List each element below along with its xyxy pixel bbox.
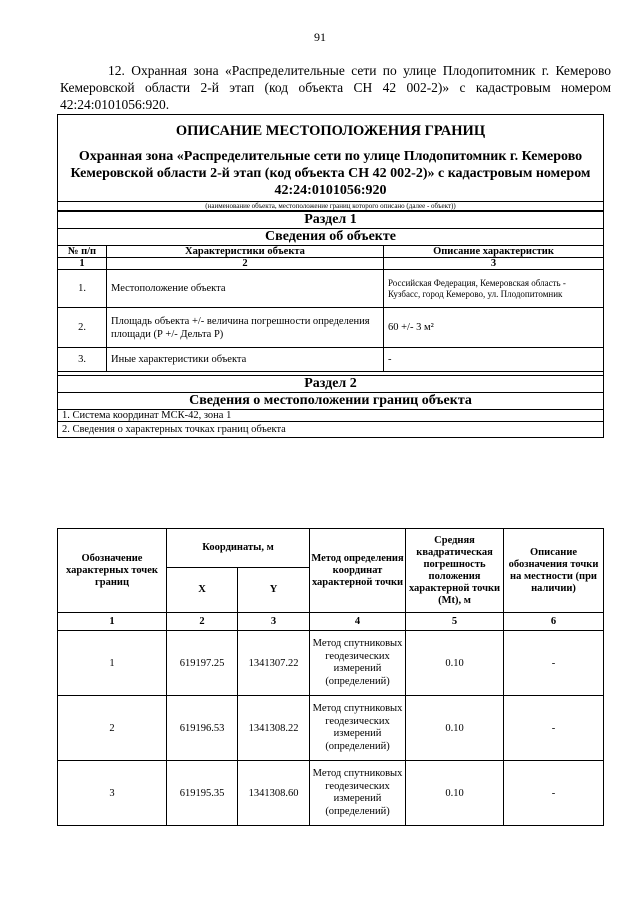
- col-header-x: X: [167, 568, 238, 613]
- point-id: 1: [58, 631, 167, 696]
- point-x: 619196.53: [167, 696, 238, 761]
- col-header-method: Метод определения координат характерной точки: [310, 529, 406, 613]
- col-number: 3: [384, 258, 604, 270]
- point-id: 2: [58, 696, 167, 761]
- row-value: Российская Федерация, Кемеровская область - Кузбасс, город Кемерово, ул. Плодопитомник: [384, 270, 604, 308]
- point-y: 1341308.60: [238, 761, 310, 826]
- table-row: [58, 761, 604, 826]
- table-row: [58, 348, 604, 372]
- row-num: 2.: [58, 308, 107, 348]
- col-number: 5: [406, 613, 504, 631]
- page-number: 91: [314, 30, 326, 44]
- point-description: -: [504, 696, 604, 761]
- row-name: Площадь объекта +/- величина погрешности определения площади (Р +/- Дельта Р): [107, 308, 384, 348]
- document-title: ОПИСАНИЕ МЕСТОПОЛОЖЕНИЯ ГРАНИЦ: [58, 115, 604, 141]
- intro-text: 12. Охранная зона «Распределительные сети по улице Плодопитомник г. Кемерово Кемеровской области 2-й этап (код объекта СН 42 002-2)» с кадастровым номером 42:24:0101056:920.: [60, 63, 611, 112]
- section2-title: Раздел 2: [58, 376, 604, 393]
- point-x: 619195.35: [167, 761, 238, 826]
- table-row: [58, 696, 604, 761]
- point-id: 3: [58, 761, 167, 826]
- section1-subtitle: Сведения об объекте: [58, 229, 604, 246]
- points-caption: 2. Сведения о характерных точках границ объекта: [58, 422, 604, 438]
- row-num: 1.: [58, 270, 107, 308]
- col-header-characteristic: Характеристики объекта: [107, 246, 384, 258]
- point-description: -: [504, 761, 604, 826]
- row-value: -: [384, 348, 604, 372]
- table-row: [58, 631, 604, 696]
- col-header-error: Средняя квадратическая погрешность положения характерной точки (Mt), м: [406, 529, 504, 613]
- col-number: 2: [167, 613, 238, 631]
- point-method: Метод спутниковых геодезических измерений (определений): [310, 631, 406, 696]
- point-y: 1341308.22: [238, 696, 310, 761]
- point-x: 619197.25: [167, 631, 238, 696]
- point-error: 0.10: [406, 761, 504, 826]
- boundary-description-table: [57, 114, 604, 438]
- point-method: Метод спутниковых геодезических измерений (определений): [310, 761, 406, 826]
- point-description: -: [504, 631, 604, 696]
- col-number: 2: [107, 258, 384, 270]
- col-header-num: № п/п: [58, 246, 107, 258]
- point-error: 0.10: [406, 631, 504, 696]
- section1-title: Раздел 1: [58, 212, 604, 229]
- row-value: 60 +/- 3 м²: [384, 308, 604, 348]
- col-number: 1: [58, 613, 167, 631]
- col-header-coordinates: Координаты, м: [167, 529, 310, 568]
- section2-subtitle: Сведения о местоположении границ объекта: [58, 393, 604, 410]
- boundary-points-table: [57, 528, 604, 826]
- col-header-point-description: Описание обозначения точки на местности (при наличии): [504, 529, 604, 613]
- col-number: 6: [504, 613, 604, 631]
- point-method: Метод спутниковых геодезических измерений (определений): [310, 696, 406, 761]
- object-name: Охранная зона «Распределительные сети по улице Плодопитомник г. Кемерово Кемеровской области 2-й этап (код объекта СН 42 002-2)» с кадастровым номером 42:24:0101056:920: [58, 140, 604, 199]
- point-error: 0.10: [406, 696, 504, 761]
- col-header-designation: Обозначение характерных точек границ: [58, 529, 167, 613]
- col-header-description: Описание характеристик: [384, 246, 604, 258]
- row-name: Иные характеристики объекта: [107, 348, 384, 372]
- col-number: 1: [58, 258, 107, 270]
- row-name: Местоположение объекта: [107, 270, 384, 308]
- table-row: [58, 308, 604, 348]
- intro-paragraph: [60, 62, 611, 113]
- col-header-y: Y: [238, 568, 310, 613]
- col-number: 4: [310, 613, 406, 631]
- col-number: 3: [238, 613, 310, 631]
- table-row: [58, 270, 604, 308]
- coordinate-system: 1. Система координат МСК-42, зона 1: [58, 410, 604, 422]
- note-text: (наименование объекта, местоположение границ которого описано (далее - объект)): [58, 201, 603, 210]
- point-y: 1341307.22: [238, 631, 310, 696]
- row-num: 3.: [58, 348, 107, 372]
- object-name-note: [58, 199, 604, 211]
